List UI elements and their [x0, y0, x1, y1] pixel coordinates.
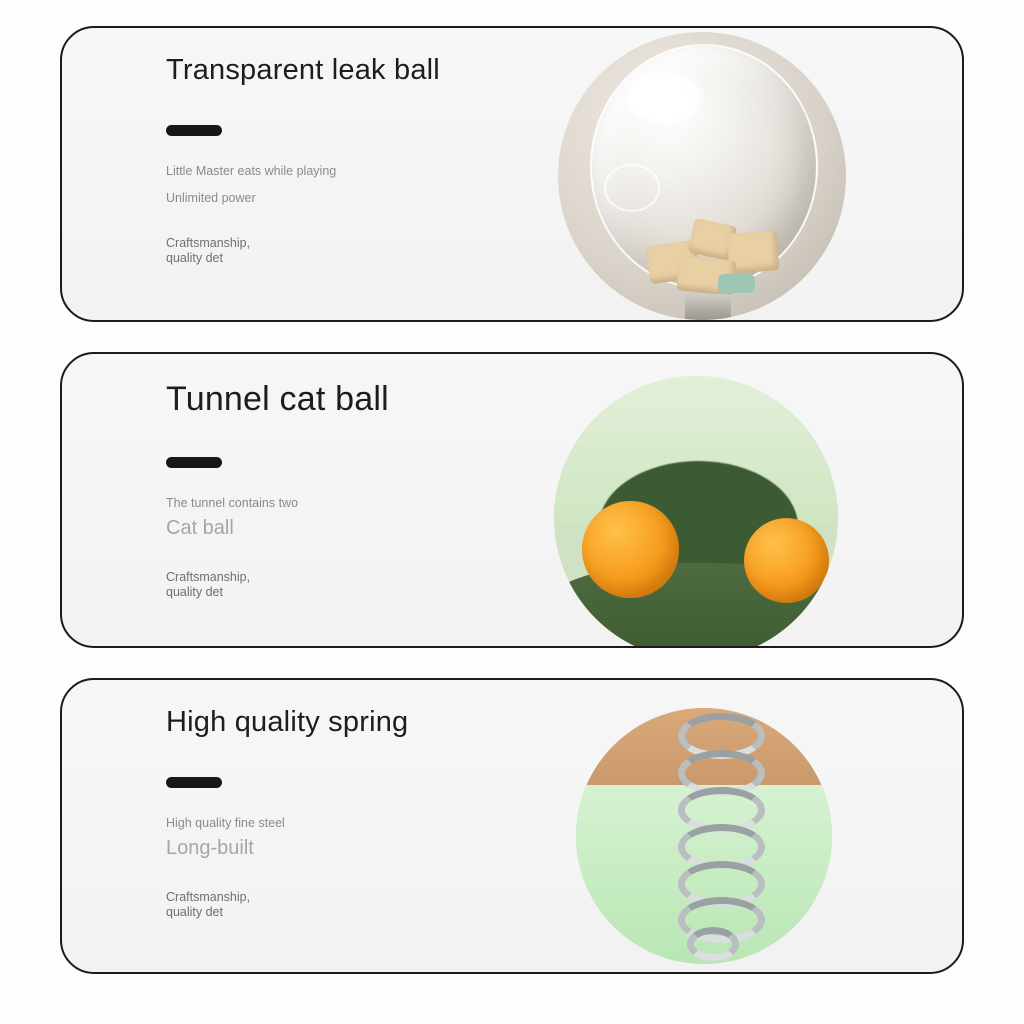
high-quality-spring-photo [576, 708, 832, 964]
accent-rule [166, 125, 222, 136]
page-title: Tunnel cat ball [166, 380, 389, 418]
card-inner [62, 680, 962, 972]
page-title: Transparent leak ball [166, 54, 440, 86]
glass-highlight [627, 72, 702, 124]
ball-cap [685, 294, 731, 320]
footer-line-1: Craftsmanship, [166, 890, 251, 904]
page-title: High quality spring [166, 706, 409, 738]
subtitle-emphasis: Cat ball [166, 517, 234, 539]
card-inner [62, 28, 962, 320]
treat-pile [644, 213, 811, 299]
card-text-column [166, 54, 526, 266]
footer-block [166, 890, 526, 920]
card-inner [62, 354, 962, 646]
accent-rule [166, 457, 222, 468]
footer-line-2: quality det [166, 905, 223, 919]
orange-ball [582, 501, 679, 598]
card-text-column [166, 706, 526, 920]
feature-card-high-quality-spring[interactable] [60, 678, 964, 974]
teal-kibble [718, 274, 755, 293]
tunnel-cat-ball-photo [554, 376, 838, 648]
coil-turn [687, 927, 739, 961]
subtitle-block [166, 816, 526, 860]
accent-rule [166, 777, 222, 788]
card-text-column [166, 380, 526, 600]
subtitle-primary: High quality fine steel [166, 816, 285, 830]
footer-line-1: Craftsmanship, [166, 236, 251, 250]
footer-line-2: quality det [166, 251, 223, 265]
footer-block [166, 570, 526, 600]
subtitle-primary: Little Master eats while playing [166, 164, 337, 178]
subtitle-primary: The tunnel contains two [166, 496, 299, 510]
screw-icon [796, 376, 812, 404]
footer-line-2: quality det [166, 585, 223, 599]
footer-line-1: Craftsmanship, [166, 570, 251, 584]
subtitle-block [166, 496, 526, 540]
glass-ring [604, 164, 660, 211]
feature-card-tunnel-cat-ball[interactable] [60, 352, 964, 648]
footer-block [166, 236, 526, 266]
subtitle-secondary: Unlimited power [166, 191, 256, 205]
transparent-leak-ball-photo [558, 32, 846, 320]
spring-coil-graphic [678, 713, 765, 959]
feature-card-transparent-leak-ball[interactable] [60, 26, 964, 322]
subtitle-block [166, 164, 526, 206]
subtitle-emphasis: Long-built [166, 837, 254, 859]
